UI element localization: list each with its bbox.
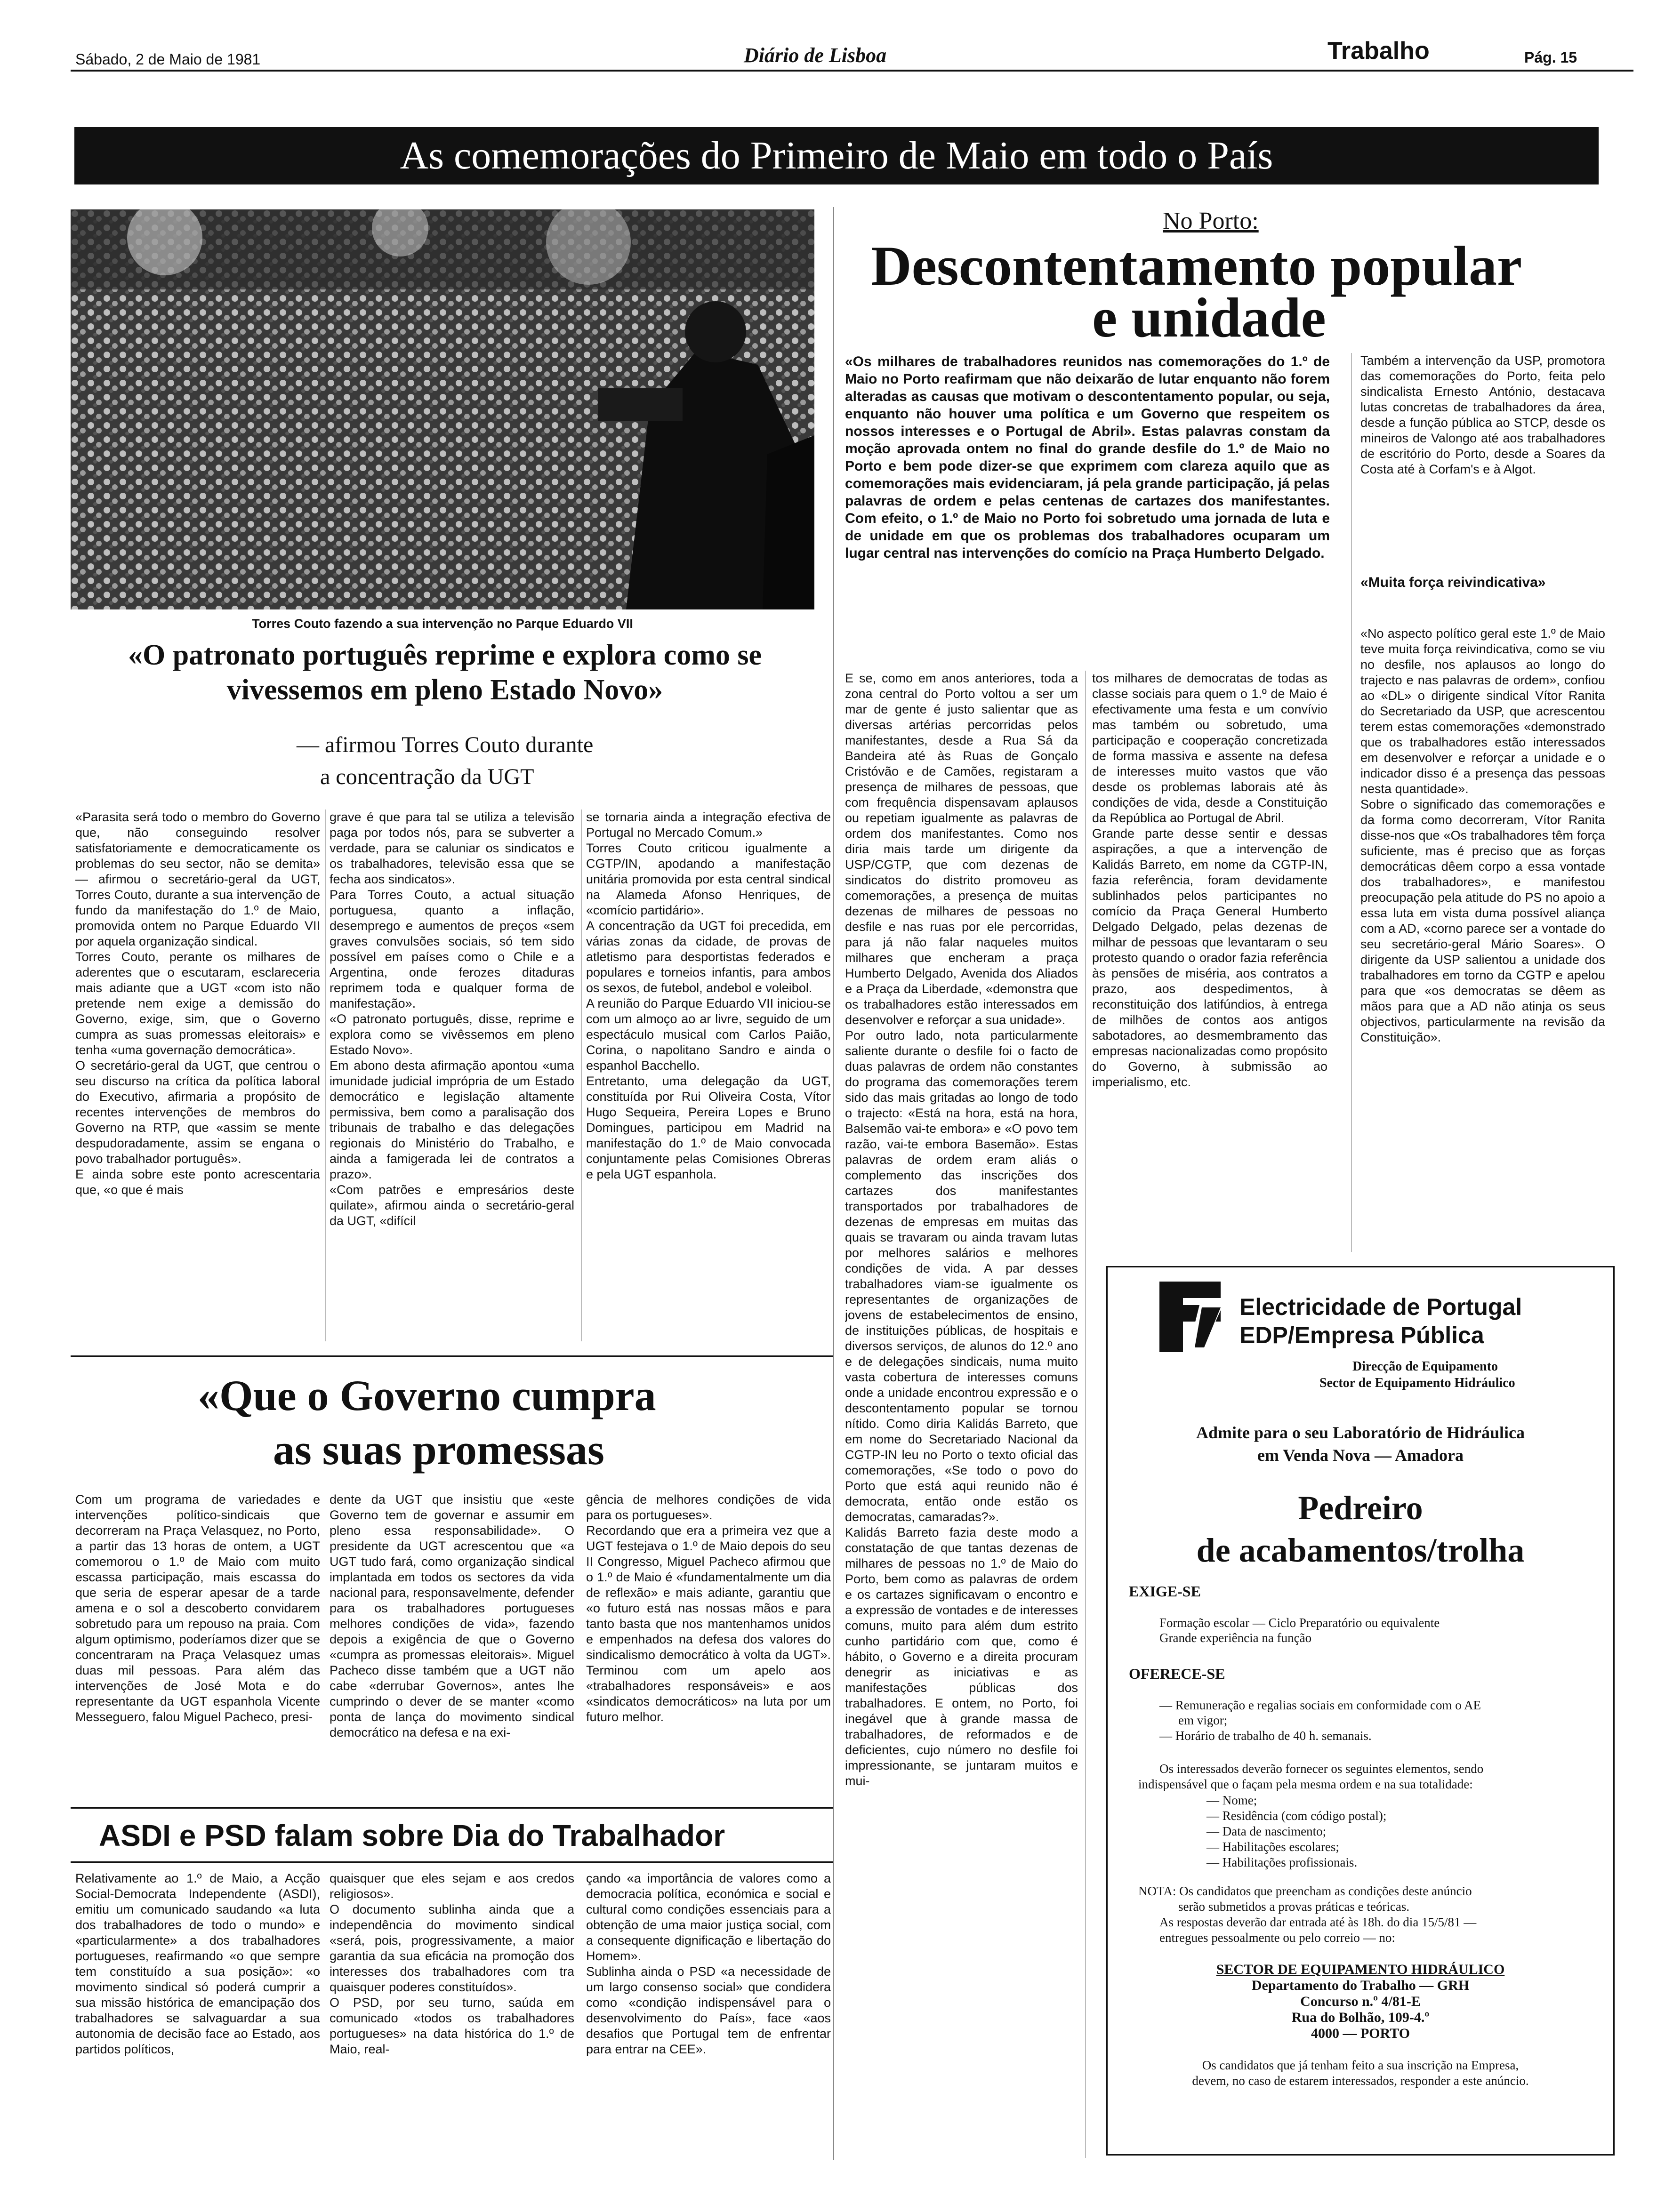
admite-line-2: em Venda Nova — Amadora	[1257, 1446, 1464, 1465]
section-rule	[71, 1355, 833, 1357]
crowd-photo-image	[71, 209, 814, 609]
elementos-item: — Data de nascimento;	[1207, 1824, 1327, 1838]
exige-item-1: Formação escolar — Ciclo Preparatório ou equivalente	[1159, 1616, 1440, 1630]
header-rule	[71, 70, 1633, 72]
ugt-column-3: se tornaria ainda a integração efectiva de Portugal no Mercado Comum.» Torres Couto criticou igualmente a CGTP/IN, apodando a manifestação unitária promovida por esta central sindical na Alameda Afonso Henriques, de «comício partidário». A concentração da UGT foi precedida, em várias zonas da cidade, de provas de atletismo para desportistas federados e populares e torneios infantis, para ambos os sexos, de futebol, andebol e voleibol. A reunião do Parque Eduardo VII iniciou-se com um almoço ao ar livre, seguido de um espectáculo musical com Carlos Paião, Corina, o napolitano Sandro e ainda o espanhol Bacchello. Entretanto, uma delegação da UGT, constituída por Rui Oliveira Costa, Vítor Hugo Sequeira, Pereira Lopes e Bruno Domingues, participou em Madrid na manifestação do 1.º de Maio convocada conjuntamente pelas Comisiones Obreras e pela UGT espanhola.	[586, 810, 831, 1181]
banner	[74, 127, 1599, 184]
asdi-column-3: çando «a importância de valores como a democracia política, económica e social e cultural como condições essenciais para a obtenção de uma maior justiça social, com a consequente dignificação e libertação do Homem». Sublinha ainda o PSD «a necessidade de um largo consenso social» que condidera como «condição indispensável para o desenvolvimento do País», face «aos desafios que Portugal tem de enfrentar para entrar na CEE».	[586, 1871, 831, 2056]
porto-column-a: E se, como em anos anteriores, toda a zona central do Porto voltou a ser um mar de gente é justo salientar que as diversas artérias percorridas pelos manifestantes, desde a Rua Sá da Bandeira até às Ruas de Gonçalo Cristóvão e de Camões, registaram a presença de milhares de pessoas, que com frequência dispensavam aplausos ou repetiam igualmente as palavras de ordem dos manifestantes. Como nos diria mais tarde um dirigente da USP/CGTP, que com dezenas de sindicatos do distrito promoveu as comemorações, a presença de muitas dezenas de milhares de pessoas no desfile e nas ruas por ele percorridas, para já não falar naqueles muitos milhares que encheram a praça Humberto Delgado, Avenida dos Aliados e a Praça da Liberdade, «demonstra que os trabalhadores estão interessados em desenvolver e reforçar a sua unidade». Por outro lado, nota particularmente saliente durante o desfile foi o facto de duas palavras de ordem não constantes do programa das comemorações terem sido das mais gritadas ao longo de todo o trajecto: «Está na hora, está na hora, Balsemão vai-te embora» e «O povo tem razão, vai-te embora Basemão». Estas palavras de ordem eram aliás o complemento das inscrições dos cartazes dos manifestantes transportados por trabalhadores de dezenas de empresas em muitas das quais se travaram ou ainda travam lutas por melhores salários e melhores condições de vida. A par desses trabalhadores viam-se igualmente os representantes de organizações de jovens de estabelecimentos de ensino, de instituições públicas, de hospitais e diversos serviços, de alunos do 12.º ano e de delegações sindicais, numa muito vasta cobertura de interesses comuns onde a unidade encontrou expressão e o descontentamento popular se tornou nítido. Como diria Kalidás Barreto, que em nome do Secretariado Nacional da CGTP-IN leu no Porto o texto oficial das comemorações, «Se todo o povo do Porto que está aqui reunido não é democrata, então onde estão os democratas, camaradas?». Kalidás Barreto fazia deste modo a constatação de que tantas dezenas de milhares de pessoas no 1.º de Maio do Porto, bem como as palavras de ordem e os cartazes significavam o encontro e a expressão de vontades e de interesses comuns, muito para além dum estrito cunho partidário com que, como é hábito, o Governo e a direita procuram denegrir as iniciativas e as manifestações públicas dos trabalhadores. E ontem, no Porto, foi inegável que à grande massa de trabalhadores, de reformados e de deficientes, cujo número no desfile foi impressionante, se juntaram muitos e mui-	[845, 671, 1078, 1788]
oferece-item-1-cont: em vigor;	[1178, 1713, 1228, 1727]
porto-lead: «Os milhares de trabalhadores reunidos nas comemorações do 1.º de Maio no Porto reafirmam que não deixarão de lutar enquanto não forem alteradas as causas que motivam o descontentamento popular, ou seja, enquanto não houver uma política e um Governo que respeitem os nossos interesses e o Portugal de Abril». Estas palavras constam da moção aprovada ontem no final do grande desfile do 1.º de Maio no Porto e bem pode dizer-se que exprimem com clareza aquilo que as comemorações mais evidenciaram, já pela grande participação, já pelas palavras de ordem e pelas centenas de cartazes dos manifestantes. Com efeito, o 1.º de Maio no Porto foi sobretudo uma jornada de luta e de unidade em que os problemas dos trabalhadores ocuparam um lugar central nas intervenções do comício na Praça Humberto Delgado.	[845, 354, 1330, 561]
porto-column-b: tos milhares de democratas de todas as classe sociais para quem o 1.º de Maio é efectivamente uma festa e um convívio mas também ou sobretudo, uma participação e cooperação concretizada de forma massiva e assente na defesa de interesses muito vastos que vão desde os problemas laborais até às condições de vida, desde a Constituição da República ao Portugal de Abril. Grande parte desse sentir e dessas aspirações, a que a intervenção de Kalidás Barreto, em nome da CGTP-IN, fazia referência, foram devidamente sublinhados pelos participantes no comício da Praça General Humberto Delgado Delgado, pelas dezenas de milhar de pessoas que levantaram o seu protesto quando o orador fazia referência às pensões de miséria, aos contratos a prazo, aos despedimentos, à reconstituição dos latifúndios, à entrega de milhões de contos aos antigos sabotadores, ao desmembramento das empresas nacionalizadas como propósito do Governo, à submissão ao imperialismo, etc.	[1092, 671, 1327, 1089]
nota-line-3: As respostas deverão dar entrada até às 18h. do dia 15/5/81 —	[1159, 1915, 1477, 1929]
porto-right-column-bottom: «No aspecto político geral este 1.º de Maio teve muita força reivindicativa, como se viu no desfile, nos aplausos ao longo do trajecto e nas palavras de ordem», confiou ao «DL» o dirigente sindical Vítor Ranita do Secretariado da USP, que acrescentou terem estas comemorações «demonstrado que os trabalhadores estão interessados em desenvolver e reforçar a unidade e o indicador disso é a presença das pessoas nesta quantidade». Sobre o significado das comemorações e da forma como decorreram, Vítor Ranita disse-nos que «Os trabalhadores têm força suficiente, mas é preciso que as forças democráticas dêem corpo a essa vontade dos trabalhadores», e manifestou preocupação pela atitude do PS no apoio a essa luta em vista duma possível aliança com a AD, «corno parece ser a vontade do seu secretário-geral Mário Soares». O dirigente da USP salientou a unidade dos trabalhadores em torno da CGTP e apelou para que «os democratas se dêem as mãos para que a AD não atinja os seus objectivos, particularmente na revisão da Constituição».	[1360, 626, 1605, 1044]
oferece-item-2: — Horário de trabalho de 40 h. semanais.	[1159, 1729, 1372, 1743]
page-number: Pág. 15	[1524, 49, 1577, 66]
section-rule	[71, 1861, 833, 1863]
oferece-title: OFERECE-SE	[1129, 1665, 1225, 1682]
edp-advertisement	[1106, 1266, 1615, 2156]
header-date: Sábado, 2 de Maio de 1981	[75, 51, 261, 68]
elementos-item: — Nome;	[1207, 1793, 1257, 1807]
elementos-line-2: indispensável que o façam pela mesma ordem e na sua totalidade:	[1138, 1777, 1473, 1791]
porto-subhead: «Muita força reivindicativa»	[1360, 575, 1546, 590]
elementos-line-1: Os interessados deverão fornecer os seguintes elementos, sendo	[1159, 1762, 1484, 1776]
porto-kicker: No Porto:	[1163, 208, 1259, 234]
footer-line-1: Os candidatos que já tenham feito a sua inscrição na Empresa,	[1202, 2058, 1519, 2072]
address-sector: SECTOR DE EQUIPAMENTO HIDRÁULICO	[1216, 1962, 1505, 1977]
elementos-item: — Habilitações escolares;	[1207, 1840, 1339, 1854]
asdi-headline: ASDI e PSD falam sobre Dia do Trabalhador	[99, 1819, 725, 1852]
banner-title: As comemorações do Primeiro de Maio em todo o País	[400, 134, 1273, 177]
exige-title: EXIGE-SE	[1129, 1583, 1201, 1600]
edp-sector: Sector de Equipamento Hidráulico	[1319, 1376, 1515, 1390]
address-block	[1108, 1962, 1613, 2042]
ugt-headline: «O patronato português reprime e explora como se vivessemos em pleno Estado Novo»	[128, 639, 762, 706]
porto-headline-2: e unidade	[1092, 286, 1326, 349]
crowd-photo	[71, 209, 814, 609]
footer-line-2: devem, no caso de estarem interessados, responder a este anúncio.	[1192, 2074, 1529, 2088]
elementos-list	[1207, 1793, 1386, 1870]
edp-company-name: Electricidade de Portugal	[1239, 1294, 1522, 1320]
porto-headline-1: Descontentamento popular	[871, 234, 1522, 297]
exige-item-2: Grande experiência na função	[1159, 1631, 1312, 1645]
header-section: Trabalho	[1327, 37, 1430, 64]
ugt-column-2: grave é que para tal se utiliza a televisão paga por todos nós, para se subverter a verdade, para se caluniar os sindicatos e os trabalhadores, televisão essa que se fecha aos sindicatos». Para Torres Couto, a actual situação portuguesa, quanto a inflação, desemprego e aumentos de preços «sem graves convulsões sociais, só tem sido possível em países como o Chile e a Argentina, onde ferozes ditaduras reprimem toda e qualquer forma de manifestação». «O patronato português, disse, reprime e explora como se vivêssemos em pleno Estado Novo». Em abono desta afirmação apontou «uma imunidade judicial imprópria de um Estado democrático e legislação altamente permissiva, bem como a paralisação dos tribunais de trabalho e das delegações regionais do Ministério do Trabalho, e ainda a famigerada lei de contratos a prazo». «Com patrões e empresários deste quilate», afirmou ainda o secretário-geral da UGT, «difícil	[330, 810, 574, 1228]
edp-company-type: EDP/Empresa Pública	[1239, 1322, 1484, 1348]
porto-right-column-top: Também a intervenção da USP, promotora das comemorações do Porto, feita pelo sindicalista Ernesto António, destacava lutas concretas de trabalhadores da área, desde a função pública ao STCP, desde os mineiros de Valongo até aos trabalhadores de escritório do Porto, desde a Soares da Costa até à Corfam's e à Algot.	[1360, 353, 1605, 476]
governo-headline-2: as suas promessas	[273, 1426, 604, 1474]
job-title-2: de acabamentos/trolha	[1196, 1531, 1525, 1569]
governo-headline-1: «Que o Governo cumpra	[198, 1371, 656, 1419]
address-concurso: Concurso n.º 4/81-E	[1300, 1994, 1421, 2009]
asdi-column-2: quaisquer que eles sejam e aos credos religiosos». O documento sublinha ainda que a independência do movimento sindical «será, pois, progressivamente, a maior garantia da sua eficácia na promoção dos interesses dos trabalhadores com tra quaisquer poderes constituídos». O PSD, por seu turno, saúda em comunicado «todos os trabalhadores portugueses» na data histórica do 1.º de Maio, real-	[330, 1871, 574, 2056]
column-divider	[1351, 353, 1352, 1252]
governo-column-2: dente da UGT que insistiu que «este Governo tem de governar e assumir em pleno essa responsabilidade». O presidente da UGT acrescentou que «a UGT tudo fará, como organização sindical implantada em todos os sectores da vida nacional para, responsavelmente, defender para os trabalhadores portugueses melhores condições de vida», fazendo depois a exigência de que o Governo «cumpra as promessas eleitorais». Miguel Pacheco disse também que a UGT não cabe «derrubar Governos», antes lhe cumprindo o dever de se manter «como ponta de lança do movimento sindical democrático na defesa e na exi-	[330, 1492, 574, 1739]
column-divider	[1085, 671, 1086, 2158]
nota-line-2: serão submetidos a provas práticas e teóricas.	[1178, 1899, 1410, 1914]
address-city: 4000 — PORTO	[1311, 2026, 1410, 2041]
column-divider	[581, 809, 582, 1341]
job-title-1: Pedreiro	[1298, 1489, 1423, 1527]
oferece-item-1: — Remuneração e regalias sociais em conformidade com o AE	[1159, 1698, 1481, 1712]
governo-column-3: gência de melhores condições de vida para os portugueses». Recordando que era a primeira vez que a UGT festejava o 1.º de Maio depois do seu II Congresso, Miguel Pacheco afirmou que o 1.º de Maio é «fundamentalmente um dia de reflexão» e mais adiante, garantiu que «o futuro está nas nossas mãos e para tanto basta que nos mantenhamos unidos e empenhados na defesa dos valores do sindicalismo democrático à volta da UGT». Terminou com um apelo aos «trabalhadores responsáveis» e aos «sindicatos democráticos» na luta por um futuro melhor.	[586, 1492, 831, 1724]
photo-caption: Torres Couto fazendo a sua intervenção no Parque Eduardo VII	[252, 617, 633, 631]
column-divider	[833, 207, 834, 2160]
nota-line-4: entregues pessoalmente ou pelo correio — no:	[1159, 1931, 1395, 1945]
governo-column-1: Com um programa de variedades e intervenções político-sindicais que decorreram na Praça Velasquez, no Porto, a partir das 13 horas de ontem, a UGT comemorou o 1.º de Maio com muito escassa participação, mais escassa do que seria de esperar apesar de a tarde amena e o sol a descoberto convidarem sobretudo para um repouso na praia. Com algum optimismo, poderíamos dizer que se concentraram na Praça Velasquez umas duas mil pessoas. Para além das intervenções de José Mota e do representante da UGT espanhola Vicente Messeguero, falou Miguel Pacheco, presi-	[75, 1492, 320, 1724]
section-rule	[71, 1807, 833, 1809]
admite-line-1: Admite para o seu Laboratório de Hidráulica	[1196, 1423, 1525, 1442]
masthead: Diário de Lisboa	[744, 44, 887, 67]
nota-line-1: NOTA: Os candidatos que preencham as condições deste anúncio	[1138, 1884, 1472, 1898]
address-street: Rua do Bolhão, 109-4.º	[1291, 2010, 1430, 2025]
column-divider	[325, 809, 326, 1341]
address-department: Departamento do Trabalho — GRH	[1251, 1978, 1470, 1993]
elementos-item: — Residência (com código postal);	[1207, 1809, 1387, 1823]
elementos-item: — Habilitações profissionais.	[1207, 1855, 1358, 1869]
asdi-column-1: Relativamente ao 1.º de Maio, a Acção Social-Democrata Independente (ASDI), emitiu um comunicado saudando «a luta dos trabalhadores de todo o mundo» e «particularmente» a dos trabalhadores portugueses, reafirmando «o que sempre tem constituído a sua posição»: «o movimento sindical só poderá cumprir a sua missão histórica de emancipação dos trabalhadores se salvaguardar a sua autonomia de decisão face ao Estado, aos partidos políticos,	[75, 1871, 320, 2056]
ugt-subheadline-1: — afirmou Torres Couto durante	[297, 732, 594, 757]
ugt-subheadline-2: a concentração da UGT	[320, 764, 534, 789]
edp-department: Direcção de Equipamento	[1352, 1359, 1498, 1374]
ugt-column-1: «Parasita será todo o membro do Governo que, não conseguindo resolver satisfatoriamente e democraticamente os problemas do seu sector, não se demita» — afirmou o secretário-geral da UGT, Torres Couto, durante a sua intervenção de fundo da manifestação do 1.º de Maio, promovida ontem no Parque Eduardo VII por aquela organização sindical. Torres Couto, perante os milhares de aderentes que o escutaram, esclareceria mais adiante que a UGT «com isto não pretende nem exige a demissão do Governo, exige, sim, que o Governo cumpra as suas promessas eleitorais» e tenha «uma governação democrática». O secretário-geral da UGT, que centrou o seu discurso na crítica da política laboral do Executivo, afirmaria a propósito de recentes intervenções de membros do Governo na RTP, que «assim se mente despudoradamente, assim se engana o povo trabalhador português». E ainda sobre este ponto acrescentaria que, «o que é mais	[75, 810, 320, 1197]
edp-logo-icon	[1155, 1277, 1225, 1357]
